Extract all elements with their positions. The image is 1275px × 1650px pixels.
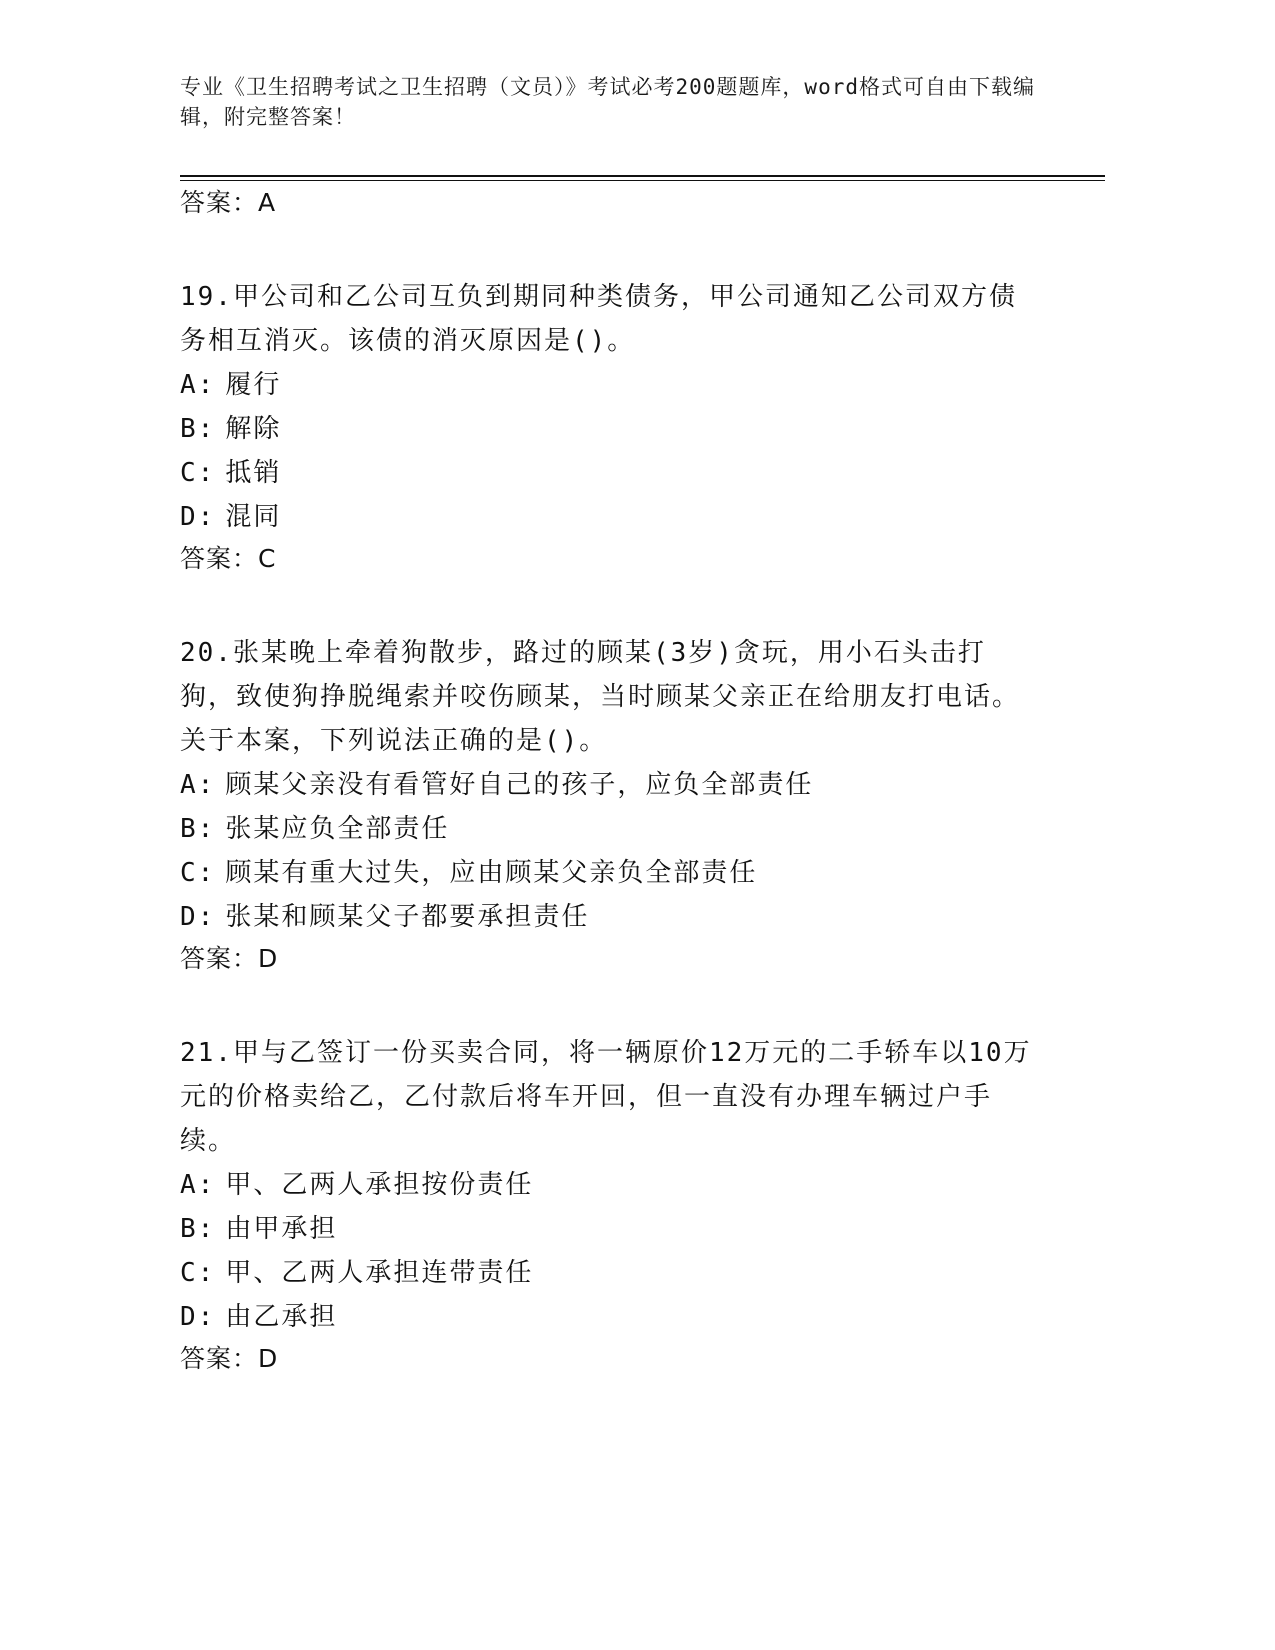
option-key: C: <box>180 1258 216 1288</box>
option-text: 由乙承担 <box>225 1302 338 1332</box>
header-rule-thin <box>180 180 1105 181</box>
option-key: C: <box>180 858 216 888</box>
question-21 <box>180 1031 1040 1379</box>
option-text: 张某和顾某父子都要承担责任 <box>225 902 590 932</box>
question-19 <box>180 275 1040 579</box>
option-text: 解除 <box>225 414 282 444</box>
option-text: 甲、乙两人承担按份责任 <box>225 1170 534 1200</box>
option-key: C: <box>180 458 216 488</box>
question-stem: 20.张某晚上牵着狗散步，路过的顾某(3岁)贪玩，用小石头击打狗，致使狗挣脱绳索并咬伤顾某，当时顾某父亲正在给朋友打电话。关于本案，下列说法正确的是()。 <box>180 638 1021 756</box>
option-d <box>180 1295 1040 1339</box>
option-text: 抵销 <box>225 458 282 488</box>
option-c <box>180 451 1040 495</box>
option-text: 甲、乙两人承担连带责任 <box>225 1258 534 1288</box>
option-b <box>180 1207 1040 1251</box>
header-rule-thick <box>180 175 1105 177</box>
option-d <box>180 895 1040 939</box>
option-text: 履行 <box>225 370 282 400</box>
option-text: 顾某有重大过失，应由顾某父亲负全部责任 <box>225 858 758 888</box>
option-key: D: <box>180 1302 216 1332</box>
option-text: 张某应负全部责任 <box>225 814 450 844</box>
question-stem: 19.甲公司和乙公司互负到期同种类债务，甲公司通知乙公司双方债务相互消灭。该债的消灭原因是()。 <box>180 282 1017 356</box>
option-text: 混同 <box>225 502 282 532</box>
option-c <box>180 851 1040 895</box>
option-d <box>180 495 1040 539</box>
question-answer: 答案：D <box>180 1344 279 1373</box>
option-a <box>180 1163 1040 1207</box>
option-a <box>180 363 1040 407</box>
question-20 <box>180 631 1040 979</box>
option-key: A: <box>180 370 216 400</box>
document-body <box>180 183 1040 1379</box>
option-key: A: <box>180 1170 216 1200</box>
option-key: B: <box>180 1214 216 1244</box>
question-answer: 答案：D <box>180 944 279 973</box>
option-text: 由甲承担 <box>225 1214 338 1244</box>
option-key: A: <box>180 770 216 800</box>
option-b <box>180 407 1040 451</box>
question-stem: 21.甲与乙签订一份买卖合同，将一辆原价12万元的二手轿车以10万元的价格卖给乙，乙付款后将车开回，但一直没有办理车辆过户手续。 <box>180 1038 1032 1156</box>
option-key: D: <box>180 902 216 932</box>
option-key: B: <box>180 814 216 844</box>
previous-answer: 答案：A <box>180 188 277 217</box>
option-b <box>180 807 1040 851</box>
option-c <box>180 1251 1040 1295</box>
document-header: 专业《卫生招聘考试之卫生招聘（文员）》考试必考200题题库，word格式可自由下载编辑，附完整答案！ <box>180 75 1035 129</box>
option-key: B: <box>180 414 216 444</box>
option-a <box>180 763 1040 807</box>
option-key: D: <box>180 502 216 532</box>
option-text: 顾某父亲没有看管好自己的孩子，应负全部责任 <box>225 770 814 800</box>
question-answer: 答案：C <box>180 544 277 573</box>
